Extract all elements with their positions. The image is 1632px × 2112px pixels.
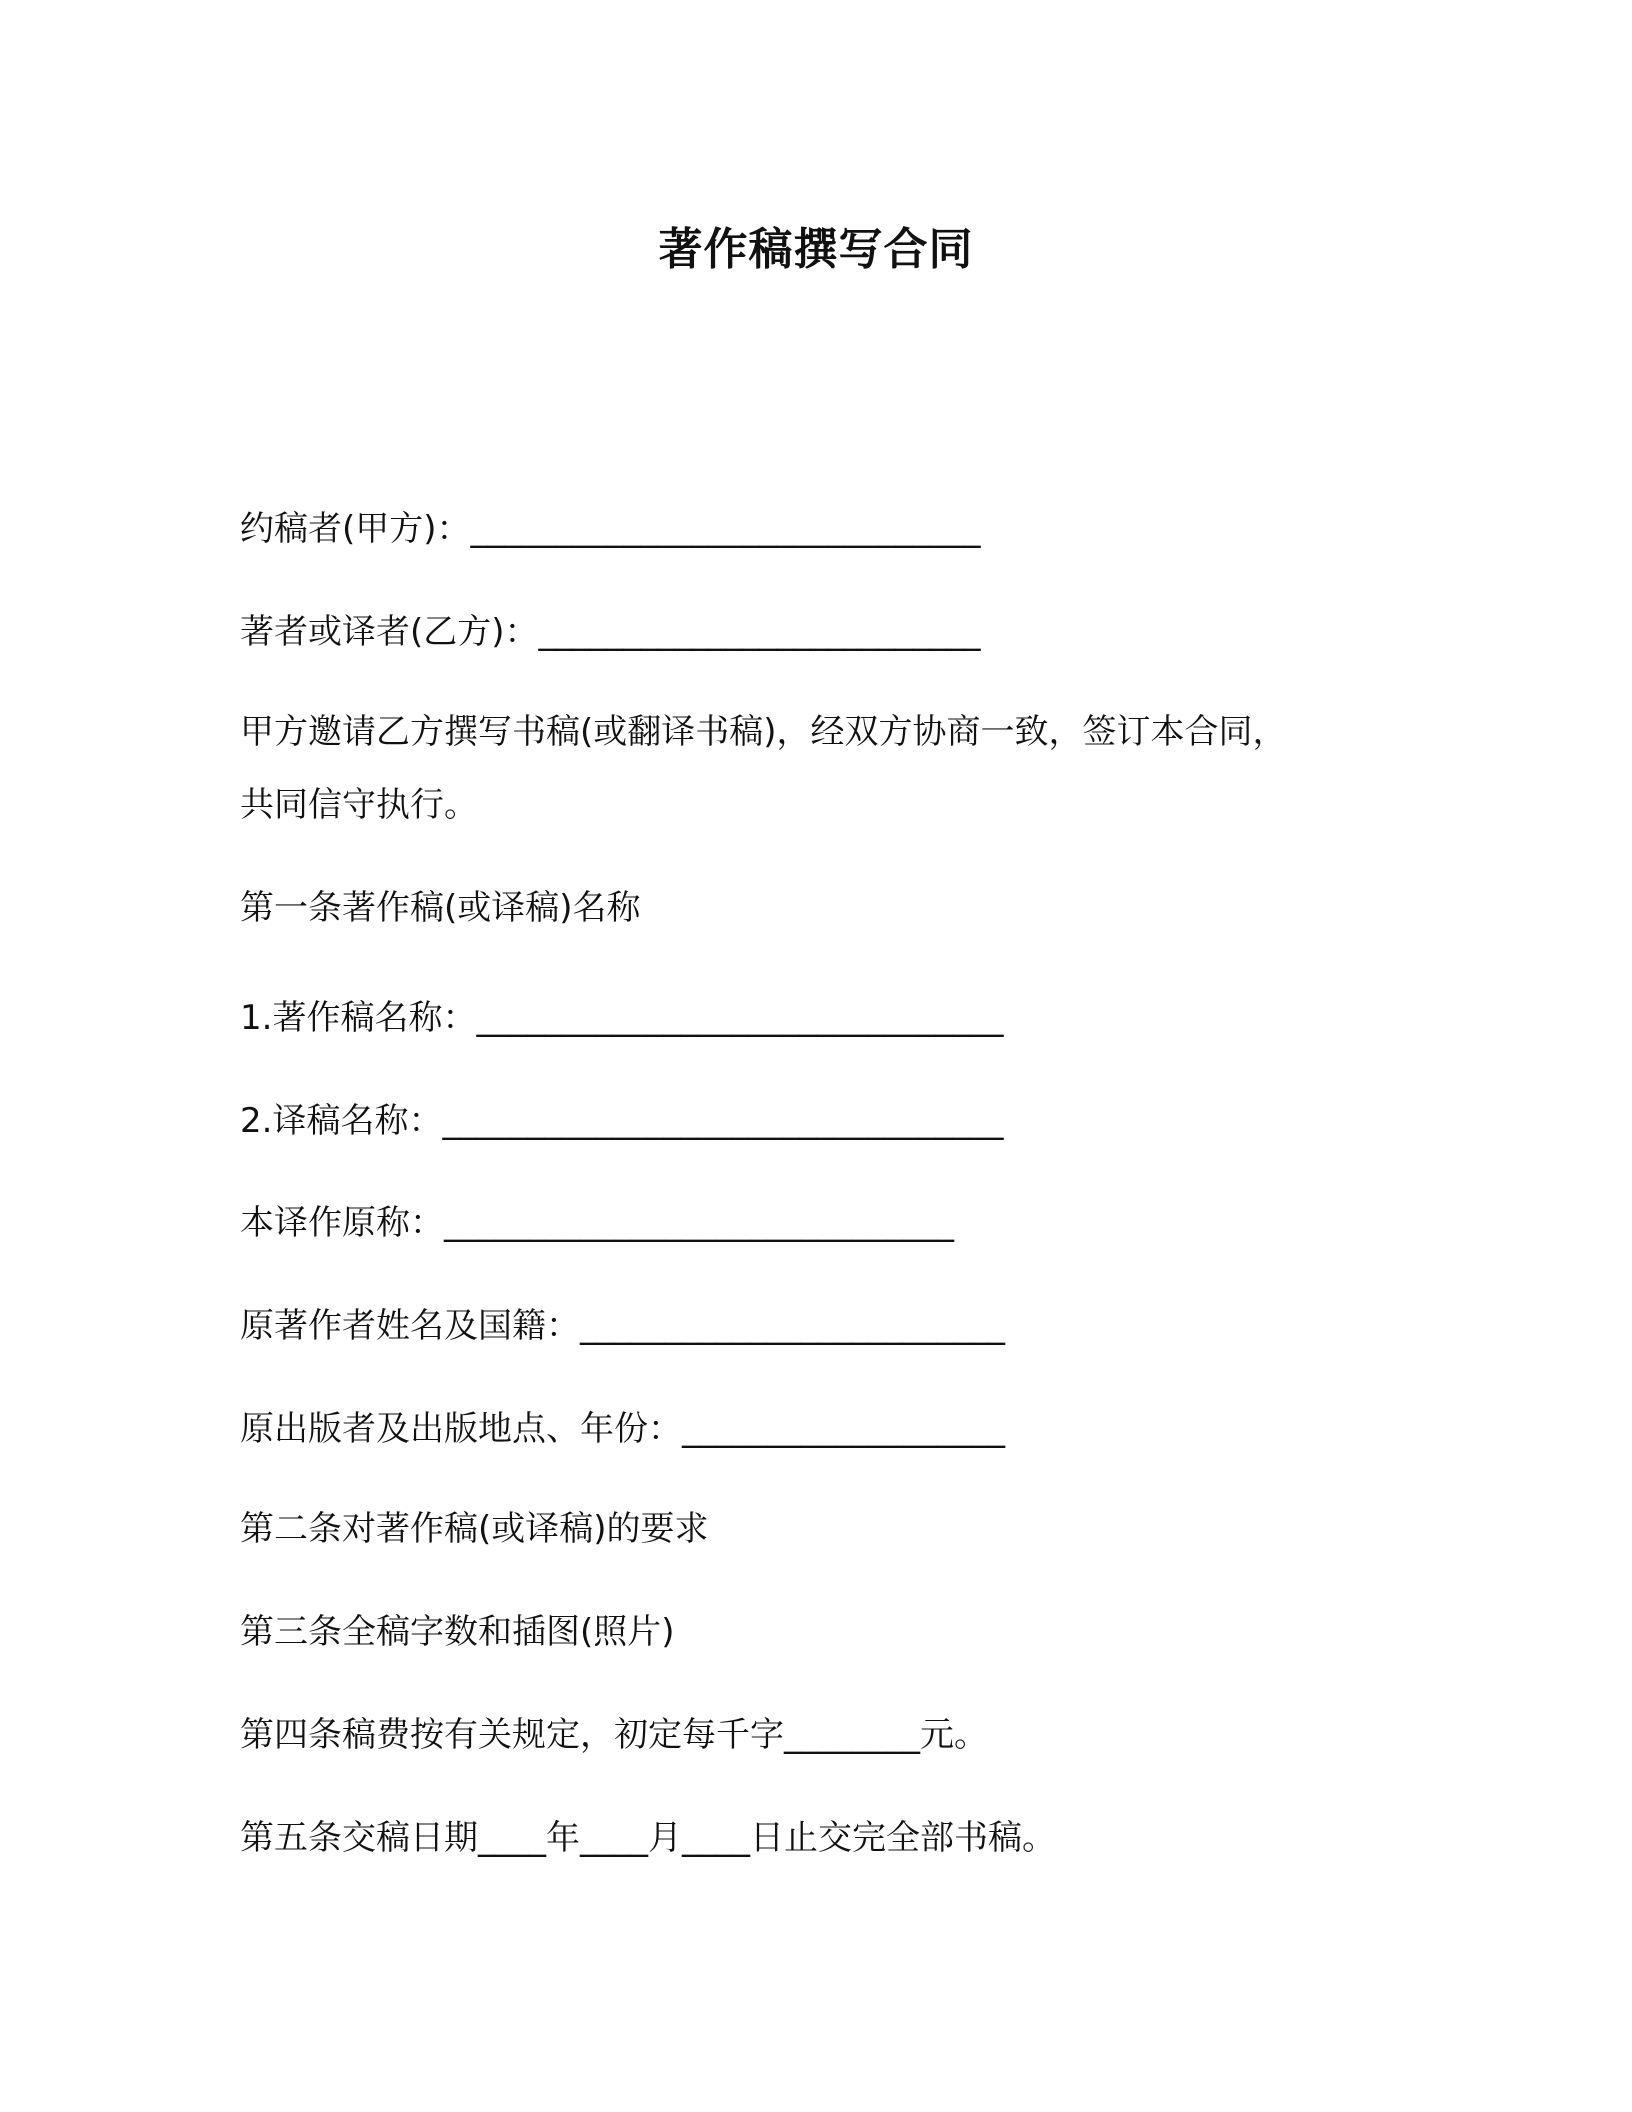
document-title: 著作稿撰写合同 bbox=[658, 224, 974, 275]
party-a-line: 约稿者(甲方)：______________________________ bbox=[240, 509, 981, 549]
manuscript-title-line: 1.著作稿名称：_______________________________ bbox=[240, 998, 1004, 1038]
original-publisher-line: 原出版者及出版地点、年份：___________________ bbox=[240, 1409, 1005, 1449]
article-5-line: 第五条交稿日期____年____月____日止交完全部书稿。 bbox=[240, 1818, 1056, 1858]
party-b-line: 著者或译者(乙方)：__________________________ bbox=[240, 612, 981, 652]
article-2-heading: 第二条对著作稿(或译稿)的要求 bbox=[240, 1509, 709, 1549]
original-author-line: 原著作者姓名及国籍：_________________________ bbox=[240, 1306, 1005, 1346]
article-4-line: 第四条稿费按有关规定，初定每千字________元。 bbox=[240, 1715, 988, 1755]
intro-paragraph-line-2: 共同信守执行。 bbox=[240, 785, 478, 825]
article-3-heading: 第三条全稿字数和插图(照片) bbox=[240, 1612, 675, 1652]
intro-paragraph-line-1: 甲方邀请乙方撰写书稿(或翻译书稿)，经双方协商一致，签订本合同， bbox=[240, 712, 1287, 752]
article-1-heading: 第一条著作稿(或译稿)名称 bbox=[240, 888, 641, 928]
translation-title-line: 2.译稿名称：_________________________________ bbox=[240, 1101, 1004, 1141]
original-title-line: 本译作原称：______________________________ bbox=[240, 1203, 954, 1243]
